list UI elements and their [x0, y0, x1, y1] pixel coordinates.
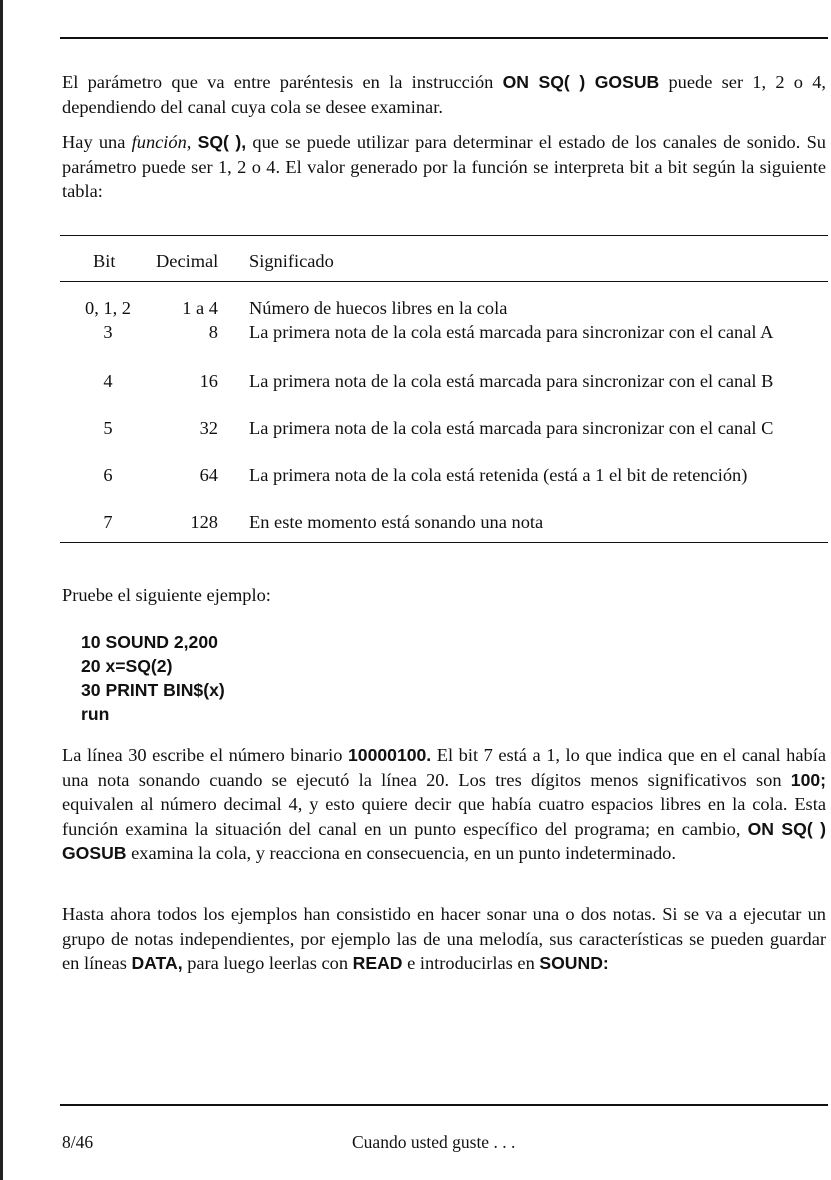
- cell-decimal: 64: [199, 465, 218, 485]
- cell-decimal: 8: [208, 322, 218, 342]
- cell-meaning: La primera nota de la cola está retenida (está a 1 el bit de retención): [249, 465, 748, 485]
- paragraph-sq-function: [62, 130, 826, 204]
- cell-bit: 6: [103, 465, 113, 485]
- keyword-read: READ: [352, 953, 403, 973]
- table-top-rule: [60, 235, 828, 236]
- cell-decimal: 1 a 4: [182, 298, 218, 318]
- code-line: 10 SOUND 2,200: [81, 632, 218, 652]
- command-sq: SQ( ),: [197, 132, 247, 152]
- function-term: función,: [131, 132, 192, 152]
- code-line: 20 x=SQ(2): [81, 656, 173, 676]
- cell-decimal: 16: [199, 371, 218, 391]
- cell-bit: 4: [103, 371, 113, 391]
- code-line: run: [81, 704, 110, 724]
- keyword-sound: SOUND:: [539, 953, 609, 973]
- footer-rule: [60, 1104, 828, 1106]
- command-on-sq-gosub: ON SQ( ) GOSUB: [502, 72, 660, 92]
- text: Hay una: [62, 132, 132, 152]
- cell-meaning: La primera nota de la cola está marcada para sincronizar con el canal C: [249, 418, 774, 438]
- paragraph-on-sq-gosub: [62, 70, 826, 119]
- cell-bit: 3: [103, 322, 113, 342]
- cell-decimal: 32: [199, 418, 218, 438]
- cell-bit: 0, 1, 2: [85, 298, 131, 318]
- text: que se puede utilizar para determinar el estado de los canales de sonido. Su parámetro puede ser 1, 2 o 4. El valor generado por la función se interpreta bit a bit según la siguiente tabla:: [62, 132, 826, 201]
- low-bits: 100;: [790, 769, 826, 790]
- code-line: 30 PRINT BIN$(x): [81, 680, 225, 700]
- column-header-decimal: Decimal: [156, 251, 219, 271]
- binary-number: 10000100.: [348, 745, 432, 765]
- paragraph-binary-explanation: La línea 30 escribe el número binario 10000100. El bit 7 está a 1, lo que indica que en el canal había una nota sonando cuando se ejecutó la línea 20. Los tres dígitos menos significativos son 100; equivalen al número decimal 4, y esto quiere decir que había cuatro espacios libres en la cola. Esta función examina la situación del canal en un punto específico del programa; en cambio, ON SQ( ) GOSUB examina la cola, y reacciona en consecuencia, en un punto indeterminado.: [62, 745, 827, 863]
- cell-meaning: La primera nota de la cola está marcada para sincronizar con el canal A: [249, 322, 774, 342]
- cell-meaning: La primera nota de la cola está marcada para sincronizar con el canal B: [249, 371, 774, 391]
- page-number: 8/46: [62, 1132, 94, 1152]
- column-header-meaning: Significado: [249, 251, 334, 271]
- cell-decimal: 128: [190, 512, 218, 532]
- column-header-bit: Bit: [93, 251, 116, 271]
- cell-bit: 5: [103, 418, 113, 438]
- cell-meaning: Número de huecos libres en la cola: [249, 298, 508, 318]
- scan-edge: [0, 0, 3, 1180]
- text: puede ser 1, 2 o 4, dependiendo del canal cuya cola se desee examinar.: [62, 72, 827, 117]
- command-on-sq-gosub: ON SQ( ) GOSUB: [62, 818, 826, 863]
- cell-bit: 7: [103, 512, 113, 532]
- cell-meaning: En este momento está sonando una nota: [249, 512, 544, 532]
- table-header-rule: [60, 281, 828, 282]
- top-rule: [60, 37, 828, 39]
- keyword-data: DATA,: [131, 953, 183, 973]
- example-intro: Pruebe el siguiente ejemplo:: [62, 585, 271, 605]
- running-title: Cuando usted guste . . .: [352, 1132, 516, 1152]
- text: El parámetro que va entre paréntesis en la instrucción: [62, 72, 503, 92]
- table-bottom-rule: [60, 542, 828, 543]
- paragraph-data-read: Hasta ahora todos los ejemplos han consistido en hacer sonar una o dos notas. Si se va a ejecutar un grupo de notas independientes, por ejemplo las de una melodía, sus características se pueden guardar en líneas DATA, para luego leerlas con READ e introducirlas en SOUND:: [62, 904, 826, 973]
